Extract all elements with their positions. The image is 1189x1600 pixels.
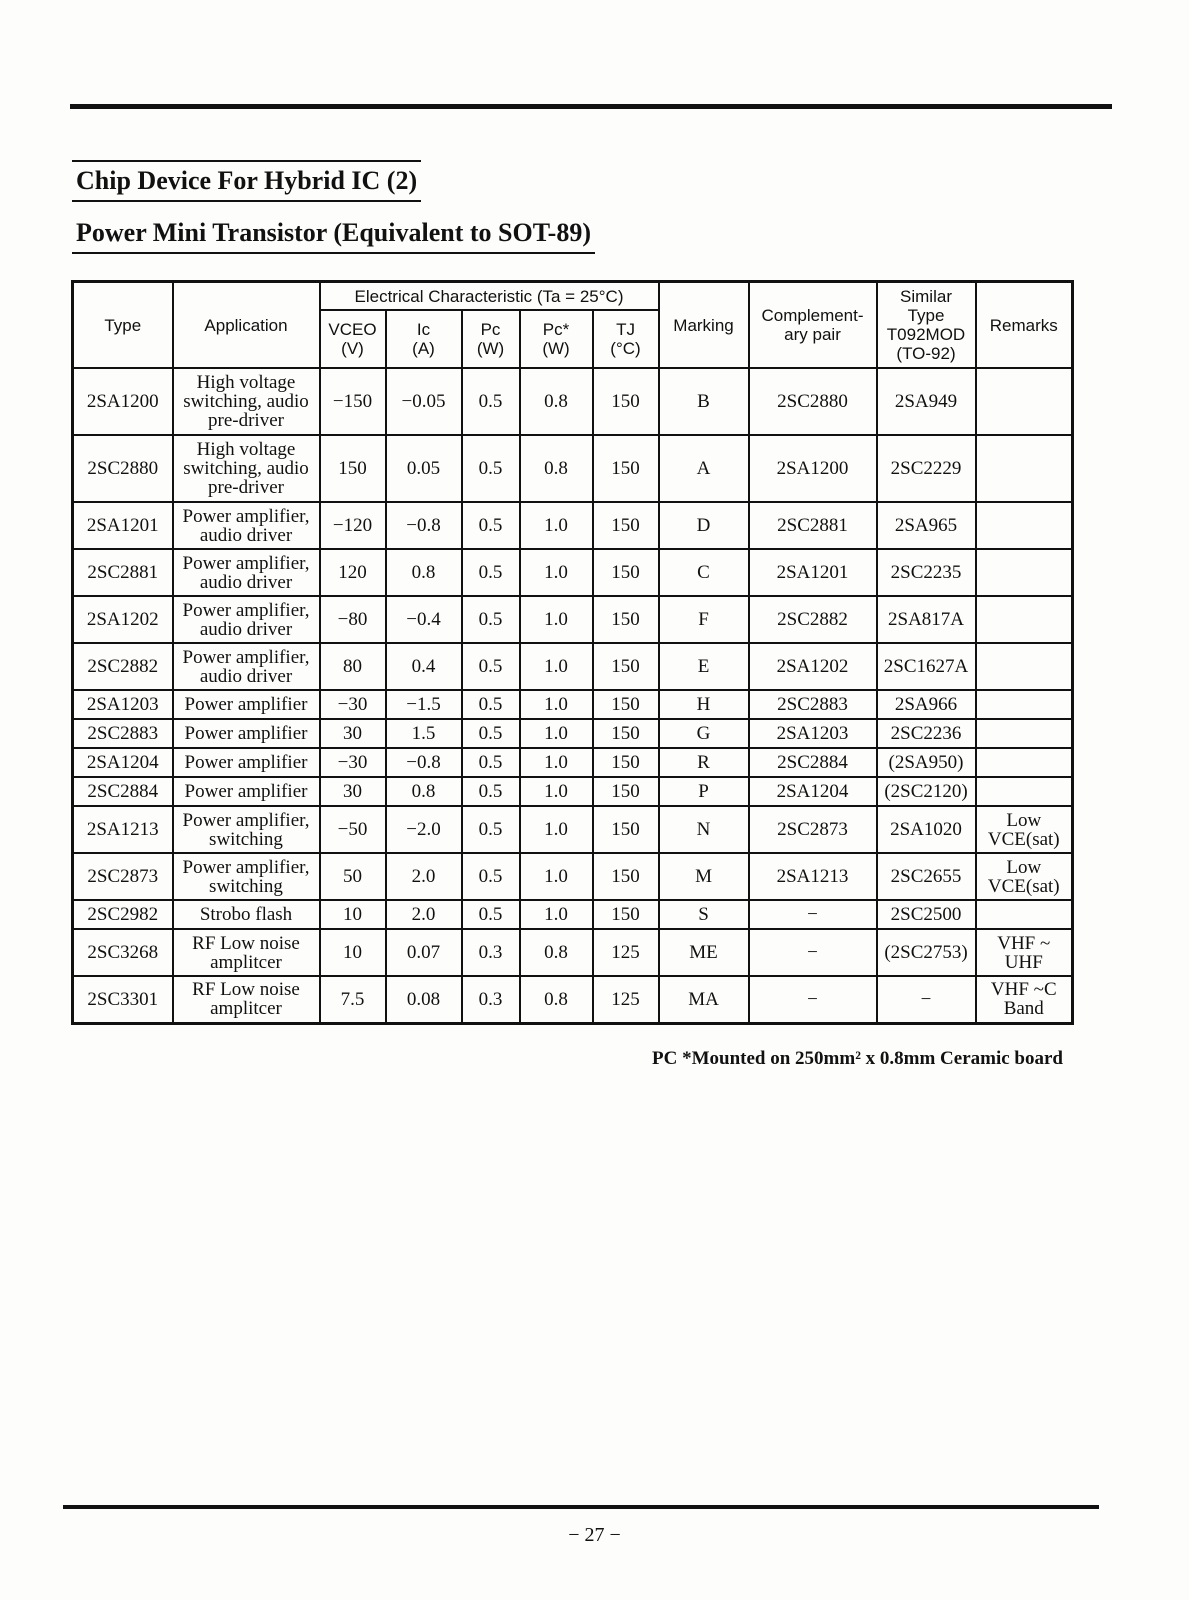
cell-pc: 0.5 [462,853,520,900]
top-rule [70,104,1112,109]
cell-vceo: 80 [320,643,386,690]
cell-similar: 2SC2235 [877,549,976,596]
cell-ic: 0.08 [386,976,462,1023]
cell-tj: 150 [593,690,659,719]
cell-type: 2SA1204 [73,748,173,777]
cell-marking: F [659,596,749,643]
cell-vceo: 10 [320,900,386,929]
cell-tj: 150 [593,643,659,690]
header-ic-unit: (A) [412,339,435,358]
cell-similar: 2SA817A [877,596,976,643]
cell-pc: 0.3 [462,929,520,976]
footnote: PC *Mounted on 250mm² x 0.8mm Ceramic board [652,1048,1063,1069]
cell-tj: 150 [593,900,659,929]
cell-pc: 0.5 [462,748,520,777]
cell-application: Power amplifier, audio driver [173,502,320,549]
table-row [73,853,1073,900]
cell-pc-star: 1.0 [520,596,593,643]
cell-tj: 150 [593,502,659,549]
header-tj-label: TJ [616,320,635,339]
cell-remarks [976,719,1073,748]
cell-application: RF Low noise amplitcer [173,929,320,976]
cell-ic: 1.5 [386,719,462,748]
cell-remarks [976,368,1073,435]
cell-application: Power amplifier, audio driver [173,549,320,596]
cell-ic: 0.4 [386,643,462,690]
cell-pc-star: 1.0 [520,900,593,929]
cell-pc: 0.5 [462,690,520,719]
cell-application: Strobo flash [173,900,320,929]
cell-pc: 0.5 [462,900,520,929]
cell-ic: 2.0 [386,853,462,900]
cell-complementary: 2SA1200 [749,435,877,502]
cell-marking: R [659,748,749,777]
cell-pc-star: 0.8 [520,929,593,976]
cell-similar: 2SA965 [877,502,976,549]
table-row [73,900,1073,929]
table-row [73,777,1073,806]
cell-similar: 2SA966 [877,690,976,719]
cell-pc: 0.3 [462,976,520,1023]
cell-remarks [976,502,1073,549]
cell-pc: 0.5 [462,719,520,748]
cell-application: RF Low noise amplitcer [173,976,320,1023]
header-vceo-label: VCEO [328,320,377,339]
cell-application: Power amplifier, audio driver [173,596,320,643]
cell-vceo: 50 [320,853,386,900]
header-application: Application [173,282,320,369]
cell-complementary: − [749,976,877,1023]
cell-complementary: 2SC2873 [749,806,877,853]
header-pc-unit: (W) [476,339,505,358]
cell-vceo: 7.5 [320,976,386,1023]
cell-similar: 2SC2500 [877,900,976,929]
table-row [73,596,1073,643]
cell-pc-star: 1.0 [520,777,593,806]
cell-ic: −2.0 [386,806,462,853]
cell-remarks [976,690,1073,719]
table-row [73,435,1073,502]
cell-tj: 150 [593,549,659,596]
cell-ic: −0.8 [386,748,462,777]
cell-marking: B [659,368,749,435]
cell-pc: 0.5 [462,368,520,435]
page-number: − 27 − [568,1524,621,1546]
cell-complementary: − [749,929,877,976]
cell-pc-star: 0.8 [520,976,593,1023]
cell-marking: A [659,435,749,502]
header-pc-star-unit: (W) [542,339,570,358]
cell-vceo: −80 [320,596,386,643]
cell-application: Power amplifier [173,777,320,806]
cell-complementary: 2SA1203 [749,719,877,748]
cell-marking: MA [659,976,749,1023]
cell-pc-star: 1.0 [520,549,593,596]
table-row [73,368,1073,435]
cell-vceo: −120 [320,502,386,549]
cell-complementary: 2SA1213 [749,853,877,900]
cell-marking: ME [659,929,749,976]
cell-similar: 2SA1020 [877,806,976,853]
cell-tj: 150 [593,806,659,853]
header-pc-star [520,310,593,368]
table-row [73,690,1073,719]
cell-pc-star: 1.0 [520,690,593,719]
cell-pc-star: 1.0 [520,806,593,853]
header-type: Type [73,282,173,369]
cell-application: Power amplifier [173,719,320,748]
cell-remarks [976,596,1073,643]
cell-type: 2SC2884 [73,777,173,806]
cell-ic: −0.05 [386,368,462,435]
cell-tj: 150 [593,777,659,806]
cell-complementary: 2SC2882 [749,596,877,643]
cell-ic: 2.0 [386,900,462,929]
cell-pc: 0.5 [462,502,520,549]
cell-tj: 125 [593,976,659,1023]
cell-application: High voltage switching, audio pre-driver [173,435,320,502]
cell-type: 2SA1202 [73,596,173,643]
header-electrical-group: Electrical Characteristic (Ta = 25°C) [320,282,659,311]
cell-marking: M [659,853,749,900]
header-tj-unit: (°C) [610,339,641,358]
table-row [73,929,1073,976]
cell-type: 2SA1200 [73,368,173,435]
cell-type: 2SC3301 [73,976,173,1023]
cell-type: 2SA1201 [73,502,173,549]
cell-remarks [976,777,1073,806]
cell-similar: 2SC1627A [877,643,976,690]
header-remarks: Remarks [976,282,1073,369]
cell-vceo: −150 [320,368,386,435]
cell-remarks: Low VCE(sat) [976,853,1073,900]
cell-complementary: 2SA1204 [749,777,877,806]
cell-complementary: − [749,900,877,929]
table-row [73,549,1073,596]
cell-complementary: 2SC2881 [749,502,877,549]
cell-application: Power amplifier [173,690,320,719]
cell-marking: D [659,502,749,549]
cell-type: 2SC3268 [73,929,173,976]
cell-ic: 0.07 [386,929,462,976]
header-pc-label: Pc [480,320,501,339]
cell-marking: P [659,777,749,806]
cell-pc-star: 0.8 [520,435,593,502]
cell-vceo: −50 [320,806,386,853]
cell-vceo: −30 [320,690,386,719]
cell-remarks [976,900,1073,929]
cell-similar: (2SA950) [877,748,976,777]
cell-type: 2SA1203 [73,690,173,719]
cell-pc-star: 1.0 [520,502,593,549]
cell-tj: 150 [593,368,659,435]
cell-pc: 0.5 [462,643,520,690]
cell-application: Power amplifier [173,748,320,777]
spec-table [71,280,1074,1025]
cell-marking: N [659,806,749,853]
cell-marking: H [659,690,749,719]
cell-marking: C [659,549,749,596]
cell-type: 2SA1213 [73,806,173,853]
cell-similar: 2SC2229 [877,435,976,502]
cell-ic: −0.4 [386,596,462,643]
cell-type: 2SC2883 [73,719,173,748]
table-row [73,643,1073,690]
cell-pc: 0.5 [462,806,520,853]
header-ic [386,310,462,368]
cell-application: High voltage switching, audio pre-driver [173,368,320,435]
cell-similar: 2SA949 [877,368,976,435]
cell-type: 2SC2982 [73,900,173,929]
section-title: Power Mini Transistor (Equivalent to SOT-89) [72,218,595,254]
cell-remarks: VHF ~ UHF [976,929,1073,976]
cell-complementary: 2SA1202 [749,643,877,690]
cell-tj: 150 [593,435,659,502]
cell-ic: 0.8 [386,777,462,806]
table-row [73,719,1073,748]
cell-complementary: 2SC2884 [749,748,877,777]
table-row [73,976,1073,1023]
cell-remarks [976,435,1073,502]
bottom-rule [63,1505,1099,1509]
table-row [73,748,1073,777]
cell-marking: E [659,643,749,690]
cell-remarks [976,549,1073,596]
cell-tj: 150 [593,748,659,777]
header-pc-star-label: Pc* [542,320,570,339]
header-similar: Similar Type T092MOD (TO-92) [877,282,976,369]
cell-tj: 150 [593,596,659,643]
cell-similar: − [877,976,976,1023]
cell-vceo: 150 [320,435,386,502]
cell-vceo: −30 [320,748,386,777]
cell-complementary: 2SC2883 [749,690,877,719]
cell-remarks [976,643,1073,690]
header-ic-label: Ic [416,320,431,339]
cell-vceo: 30 [320,777,386,806]
table-body [73,368,1073,1023]
cell-vceo: 30 [320,719,386,748]
header-tj [593,310,659,368]
cell-vceo: 120 [320,549,386,596]
cell-pc-star: 1.0 [520,748,593,777]
page-title: Chip Device For Hybrid IC (2) [72,160,421,202]
cell-type: 2SC2873 [73,853,173,900]
cell-pc-star: 1.0 [520,853,593,900]
cell-ic: −1.5 [386,690,462,719]
cell-marking: G [659,719,749,748]
header-complementary: Complement- ary pair [749,282,877,369]
cell-type: 2SC2881 [73,549,173,596]
cell-tj: 150 [593,719,659,748]
cell-marking: S [659,900,749,929]
cell-pc-star: 1.0 [520,643,593,690]
cell-complementary: 2SA1201 [749,549,877,596]
cell-application: Power amplifier, switching [173,853,320,900]
cell-pc-star: 1.0 [520,719,593,748]
table-row [73,806,1073,853]
cell-application: Power amplifier, switching [173,806,320,853]
cell-pc: 0.5 [462,777,520,806]
cell-similar: (2SC2120) [877,777,976,806]
header-pc [462,310,520,368]
cell-pc: 0.5 [462,549,520,596]
cell-tj: 150 [593,853,659,900]
cell-pc-star: 0.8 [520,368,593,435]
cell-pc: 0.5 [462,435,520,502]
cell-remarks: Low VCE(sat) [976,806,1073,853]
table-row [73,502,1073,549]
header-marking: Marking [659,282,749,369]
cell-ic: −0.8 [386,502,462,549]
cell-remarks [976,748,1073,777]
cell-pc: 0.5 [462,596,520,643]
cell-similar: (2SC2753) [877,929,976,976]
cell-ic: 0.05 [386,435,462,502]
cell-complementary: 2SC2880 [749,368,877,435]
cell-vceo: 10 [320,929,386,976]
cell-tj: 125 [593,929,659,976]
cell-similar: 2SC2655 [877,853,976,900]
cell-similar: 2SC2236 [877,719,976,748]
cell-application: Power amplifier, audio driver [173,643,320,690]
cell-remarks: VHF ~C Band [976,976,1073,1023]
cell-type: 2SC2880 [73,435,173,502]
cell-ic: 0.8 [386,549,462,596]
cell-type: 2SC2882 [73,643,173,690]
header-vceo [320,310,386,368]
header-vceo-unit: (V) [341,339,364,358]
